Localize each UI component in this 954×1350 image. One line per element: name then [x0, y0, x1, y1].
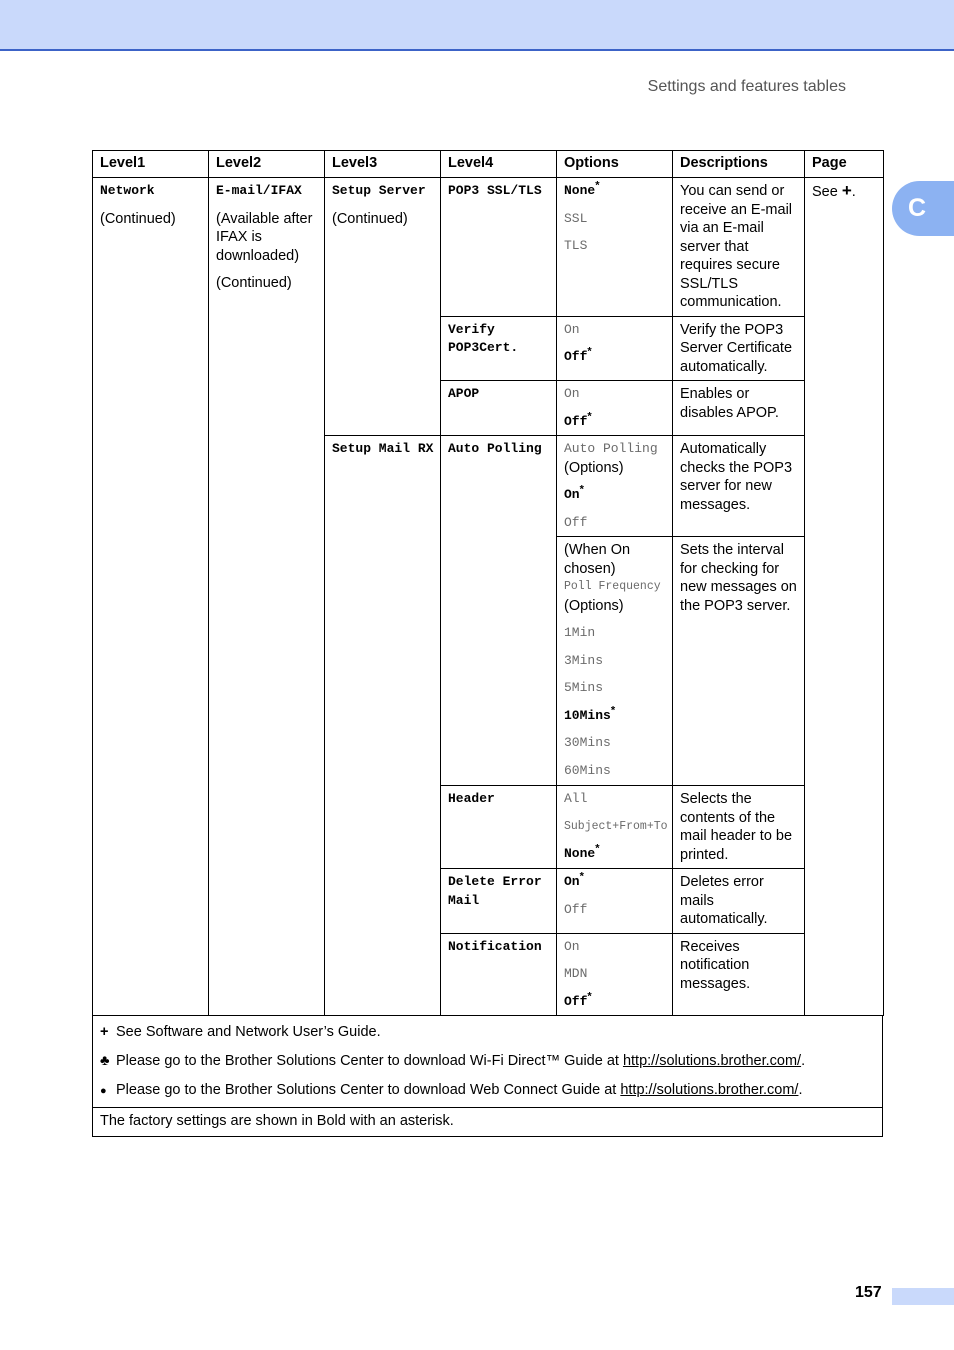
footnote-web-connect — [100, 1080, 875, 1101]
chapter-letter: C — [908, 194, 927, 222]
level3-setup-mail-rx: Setup Mail RX — [332, 441, 434, 456]
page-ref-period: . — [851, 184, 856, 200]
option-label: On — [564, 386, 580, 401]
level2-cell — [209, 178, 325, 1016]
option-setting-name: Auto Polling — [564, 441, 658, 456]
level4-notification — [441, 933, 557, 1016]
desc-pop3-ssl: You can send or receive an E-mail via an E-mail server that requires secure SSL/TLS communication. — [673, 178, 805, 317]
level4-apop — [441, 381, 557, 436]
solutions-link[interactable]: http://solutions.brother.com/ — [622, 1053, 802, 1069]
option-default — [564, 345, 666, 367]
default-asterisk: * — [587, 990, 592, 1003]
footnote-text: Please go to the Brother Solutions Center to download Web Connect Guide at — [116, 1082, 617, 1098]
col-header-level3: Level3 — [325, 151, 441, 178]
col-header-level4: Level4 — [441, 151, 557, 178]
level1-name: Network — [100, 183, 155, 198]
level3-setup-server: Setup Server — [332, 183, 426, 198]
level3-setup-mail-rx-cell — [325, 436, 441, 1016]
option-label: Off — [564, 413, 588, 429]
club-icon: ♣ — [100, 1053, 110, 1069]
footnotes — [92, 1016, 883, 1108]
option-label: 1Min — [564, 625, 596, 640]
bullet-icon: ● — [100, 1085, 107, 1097]
page-number: 157 — [855, 1284, 882, 1301]
option-label: 60Mins — [564, 762, 611, 778]
default-asterisk: * — [595, 842, 600, 855]
options-apop — [557, 381, 673, 436]
option-default — [564, 179, 666, 201]
footnote-software-guide — [100, 1022, 875, 1042]
chapter-tab — [892, 181, 954, 236]
level4-delete-error — [441, 869, 557, 934]
option-label: All — [564, 791, 588, 806]
option-label: Off — [564, 349, 588, 364]
option-label: TLS — [564, 238, 588, 253]
table-row — [93, 178, 884, 317]
option-label: Off — [564, 993, 588, 1009]
page-see-text: See — [812, 184, 838, 200]
option-label: Subject+From+To — [564, 819, 668, 833]
desc-header: Selects the contents of the mail header to be printed. — [673, 786, 805, 869]
desc-delete-error: Deletes error mails automatically. — [673, 869, 805, 934]
options-pop3-ssl — [557, 178, 673, 317]
level4-label: Header — [448, 791, 495, 806]
col-header-descriptions: Descriptions — [673, 151, 805, 178]
running-header: Settings and features tables — [647, 78, 846, 95]
top-banner — [0, 0, 954, 51]
footnote-wifi-direct — [100, 1051, 875, 1071]
options-header — [557, 786, 673, 869]
option-label: On — [564, 321, 580, 337]
level2-note-continued: (Continued) — [216, 275, 292, 291]
option-label: None — [564, 846, 596, 861]
option-label: SSL — [564, 210, 588, 226]
default-asterisk: * — [587, 345, 592, 358]
level4-auto-polling — [441, 436, 557, 786]
option-label: 3Mins — [564, 652, 604, 668]
options-auto-polling — [557, 436, 673, 537]
default-asterisk: * — [610, 704, 616, 717]
page-cell — [805, 178, 884, 1016]
level4-label: Notification — [448, 938, 542, 954]
option-default — [564, 990, 666, 1012]
options-delete-error — [557, 869, 673, 934]
plus-icon: + — [841, 181, 852, 200]
page-number-bar — [892, 1288, 954, 1305]
option-label: 30Mins — [564, 735, 611, 750]
footnote-period: . — [798, 1082, 803, 1098]
option-label: None — [564, 183, 596, 198]
options-note: (Options) — [564, 459, 624, 476]
level2-name: E-mail/IFAX — [216, 183, 302, 198]
option-label: On — [564, 487, 580, 502]
options-note: (Options) — [564, 597, 624, 614]
option-default — [564, 410, 666, 432]
option-label: 10Mins — [564, 707, 611, 723]
col-header-level1: Level1 — [93, 151, 209, 178]
col-header-page: Page — [805, 151, 884, 178]
solutions-link[interactable]: http://solutions.brother.com/ — [620, 1082, 799, 1098]
desc-verify: Verify the POP3 Server Certificate automatically. — [673, 316, 805, 381]
option-default — [564, 842, 666, 864]
options-condition: (When On chosen) — [564, 542, 631, 577]
option-label: On — [564, 938, 580, 954]
table-header-row — [93, 151, 884, 178]
option-setting-name: Poll Frequency — [564, 580, 661, 593]
desc-notification: Receives notification messages. — [673, 933, 805, 1016]
col-header-options: Options — [557, 151, 673, 178]
settings-table — [92, 150, 884, 1016]
settings-table-wrapper — [92, 150, 883, 1137]
level4-label: POP3 SSL/TLS — [448, 183, 542, 198]
level3-setup-server-cell — [325, 178, 441, 436]
level4-label: APOP — [448, 386, 480, 401]
footnote-text: See Software and Network User’s Guide. — [116, 1024, 381, 1040]
footnote-period: . — [801, 1053, 806, 1069]
level4-verify — [441, 316, 557, 381]
option-default — [564, 483, 666, 505]
level4-pop3-ssl — [441, 178, 557, 317]
desc-poll-frequency: Sets the interval for checking for new messages on the POP3 server. — [673, 537, 805, 786]
option-label: MDN — [564, 966, 588, 981]
level4-header — [441, 786, 557, 869]
default-asterisk: * — [579, 483, 584, 496]
options-poll-frequency — [557, 537, 673, 786]
option-default — [564, 704, 666, 726]
option-label: 5Mins — [564, 680, 604, 695]
options-notification — [557, 933, 673, 1016]
desc-apop: Enables or disables APOP. — [673, 381, 805, 436]
level4-label: Verify POP3Cert. — [448, 321, 519, 355]
default-asterisk: * — [587, 410, 592, 423]
col-header-level2: Level2 — [209, 151, 325, 178]
factory-settings-note: The factory settings are shown in Bold with an asterisk. — [92, 1108, 883, 1137]
option-label: Off — [564, 901, 588, 917]
plus-icon: + — [100, 1024, 109, 1040]
desc-auto-polling: Automatically checks the POP3 server for new messages. — [673, 436, 805, 537]
options-verify — [557, 316, 673, 381]
option-label: On — [564, 874, 580, 889]
level1-note: (Continued) — [100, 210, 176, 227]
option-label: Off — [564, 514, 588, 530]
level4-label: Auto Polling — [448, 441, 542, 456]
level3-note: (Continued) — [332, 210, 408, 227]
level4-label: Delete Error Mail — [448, 874, 542, 908]
default-asterisk: * — [579, 870, 584, 883]
option-default — [564, 870, 666, 892]
level2-note-available: (Available after IFAX is downloaded) — [216, 210, 313, 264]
level1-cell — [93, 178, 209, 1016]
default-asterisk: * — [595, 179, 600, 192]
footnote-text: Please go to the Brother Solutions Center to download Wi-Fi Direct™ Guide at — [116, 1053, 619, 1069]
